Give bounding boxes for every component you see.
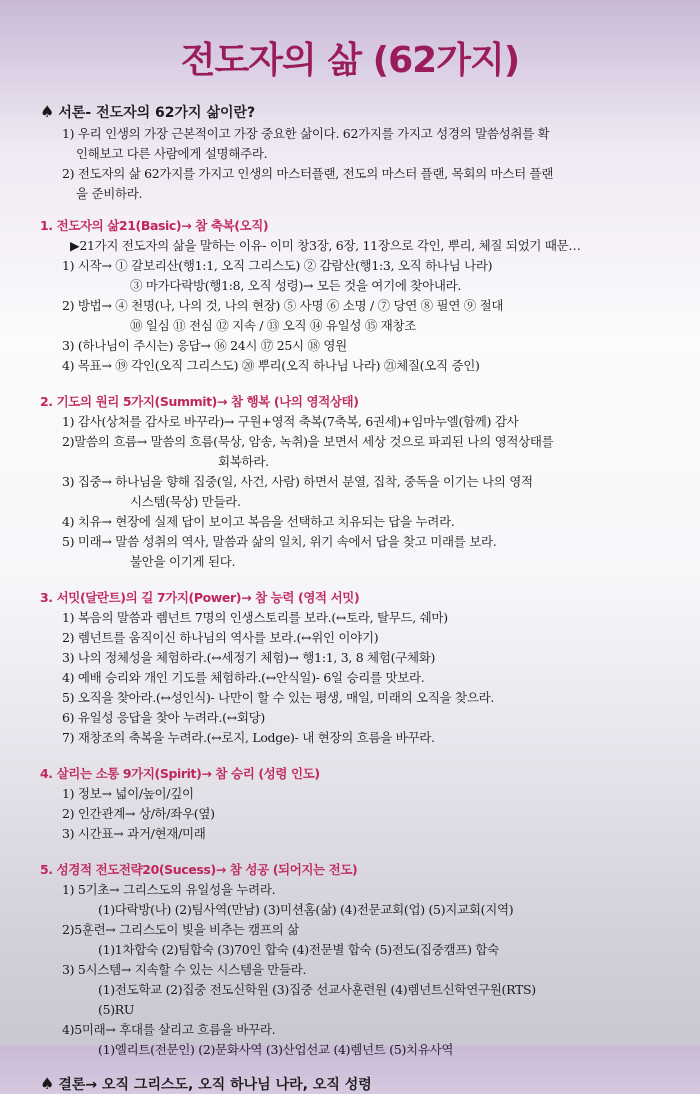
intro-heading: 서론- 전도자의 62가지 삶이란?	[58, 105, 256, 121]
conclusion-text: 결론→ 오직 그리스도, 오직 하나님 나라, 오직 성령	[58, 1077, 372, 1093]
section-line: 3) 나의 정체성을 체험하라.(↔세정기 체험)→ 행1:1, 3, 8 체험(구체화)	[62, 650, 436, 665]
section-line: 불안을 이기게 된다.	[130, 554, 236, 569]
section-line: 3) (하나님이 주시는) 응답→ ⑯ 24시 ⑰ 25시 ⑱ 영원	[62, 338, 347, 353]
section-line: 4) 예배 승리와 개인 기도를 체험하라.(↔안식일)- 6일 승리를 맛보라.	[62, 670, 425, 685]
section-line: ▶21가지 전도자의 삶을 말하는 이유- 이미 창3장, 6장, 11장으로 각인, 뿌리, 체질 되었기 때문…	[70, 238, 581, 253]
section-line: 2)말씀의 흐름→ 말씀의 흐름(묵상, 암송, 녹취)을 보면서 세상 것으로 파괴된 나의 영적상태를	[62, 434, 554, 449]
section-line: 2) 인간관계→ 상/하/좌우(옆)	[62, 806, 215, 821]
section-line: (1)엘리트(전문인) (2)문화사역 (3)산업선교 (4)렘넌트 (5)치유사역	[98, 1042, 454, 1057]
section-heading: 2. 기도의 원리 5가지(Summit)→ 참 행복 (나의 영적상태)	[40, 394, 359, 409]
section-heading: 5. 성경적 전도전략20(Sucess)→ 참 성공 (되어지는 전도)	[40, 862, 358, 877]
section-line: 1) 시작→ ① 갈보리산(행1:1, 오직 그리스도) ② 감람산(행1:3, 오직 하나님 나라)	[62, 258, 493, 273]
section-heading: 4. 살리는 소통 9가지(Spirit)→ 참 승리 (성령 인도)	[40, 766, 320, 781]
section-line: 4) 목표→ ⑲ 각인(오직 그리스도) ⑳ 뿌리(오직 하나님 나라) ㉑체질(오직 증인)	[62, 358, 480, 373]
section-line: 6) 유일성 응답을 찾아 누려라.(↔회당)	[62, 710, 265, 725]
section-line: 2) 방법→ ④ 천명(나, 나의 것, 나의 현장) ⑤ 사명 ⑥ 소명 / ⑦ 당연 ⑧ 필연 ⑨ 절대	[62, 298, 504, 313]
section-line: (1)1차합숙 (2)팀합숙 (3)70인 합숙 (4)전문별 합숙 (5)전도(집중캠프) 합숙	[98, 942, 499, 957]
section-line: 1) 5기초→ 그리스도의 유일성을 누려라.	[62, 882, 276, 897]
spade-icon: ♠	[40, 102, 55, 121]
page-title: 전도자의 삶 (62가지)	[180, 40, 520, 81]
section-line: 5) 미래→ 말씀 성취의 역사, 말씀과 삶의 일치, 위기 속에서 답을 찾고 미래를 보라.	[62, 534, 497, 549]
intro-line: 1) 우리 인생의 가장 근본적이고 가장 중요한 삶이다. 62가지를 가지고 성경의 말씀성취를 확	[62, 126, 550, 141]
section-line: (1)전도학교 (2)집중 전도신학원 (3)집중 선교사훈련원 (4)렘넌트신학연구원(RTS)	[98, 982, 536, 997]
intro-heading-row	[40, 102, 680, 122]
section-line: 회복하라.	[218, 454, 269, 469]
section-line: 1) 복음의 말씀과 렘넌트 7명의 인생스토리를 보라.(↔토라, 탈무드, 쉐마)	[62, 610, 448, 625]
intro-line: 2) 전도자의 삶 62가지를 가지고 인생의 마스터플랜, 전도의 마스터 플랜, 목회의 마스터 플랜	[62, 166, 554, 181]
section-heading: 1. 전도자의 삶21(Basic)→ 참 축복(오직)	[40, 218, 269, 233]
section-line: 4) 치유→ 현장에 실제 답이 보이고 복음을 선택하고 치유되는 답을 누려라.	[62, 514, 455, 529]
section-line: 3) 시간표→ 과거/현재/미래	[62, 826, 206, 841]
section-line: (1)다락방(나) (2)팀사역(만남) (3)미션홈(삶) (4)전문교회(업) (5)지교회(지역)	[98, 902, 514, 917]
section-heading: 3. 서밋(달란트)의 길 7가지(Power)→ 참 능력 (영적 서밋)	[40, 590, 360, 605]
section-line: 3) 5시스템→ 지속할 수 있는 시스템을 만들라.	[62, 962, 307, 977]
intro-line: 인해보고 다른 사람에게 설명해주라.	[76, 146, 268, 161]
section-line: 4)5미래→ 후대를 살리고 흐름을 바꾸라.	[62, 1022, 276, 1037]
section-line: ⑩ 일심 ⑪ 전심 ⑫ 지속 / ⑬ 오직 ⑭ 유일성 ⑮ 재창조	[130, 318, 417, 333]
section-line: (5)RU	[98, 1002, 135, 1017]
section-line: 3) 집중→ 하나님을 향해 집중(일, 사건, 사람) 하면서 분열, 집착, 중독을 이기는 나의 영적	[62, 474, 533, 489]
conclusion-row	[40, 1074, 680, 1094]
intro-line: 을 준비하라.	[76, 186, 143, 201]
section-line: 2)5훈련→ 그리스도이 빛을 비추는 캠프의 삶	[62, 922, 299, 937]
section-line: 1) 감사(상처를 감사로 바꾸라)→ 구원+영적 축복(7축복, 6권세)+임마누엘(함께) 감사	[62, 414, 519, 429]
section-line: 5) 오직을 찾아라.(↔성인식)- 나만이 할 수 있는 평생, 매일, 미래의 오직을 찾으라.	[62, 690, 495, 705]
content-body	[40, 102, 680, 1094]
spade-icon: ♠	[40, 1074, 55, 1093]
section-line: 1) 정보→ 넓이/높이/깊이	[62, 786, 194, 801]
section-line: 2) 렘넌트를 움직이신 하나님의 역사를 보라.(↔위인 이야기)	[62, 630, 379, 645]
section-line: ③ 마가다락방(행1:8, 오직 성령)→ 모든 것을 여기에 찾아내라.	[130, 278, 462, 293]
section-line: 7) 재창조의 축복을 누려라.(↔로지, Lodge)- 내 현장의 흐름을 바꾸라.	[62, 730, 435, 745]
section-line: 시스템(묵상) 만들라.	[130, 494, 241, 509]
